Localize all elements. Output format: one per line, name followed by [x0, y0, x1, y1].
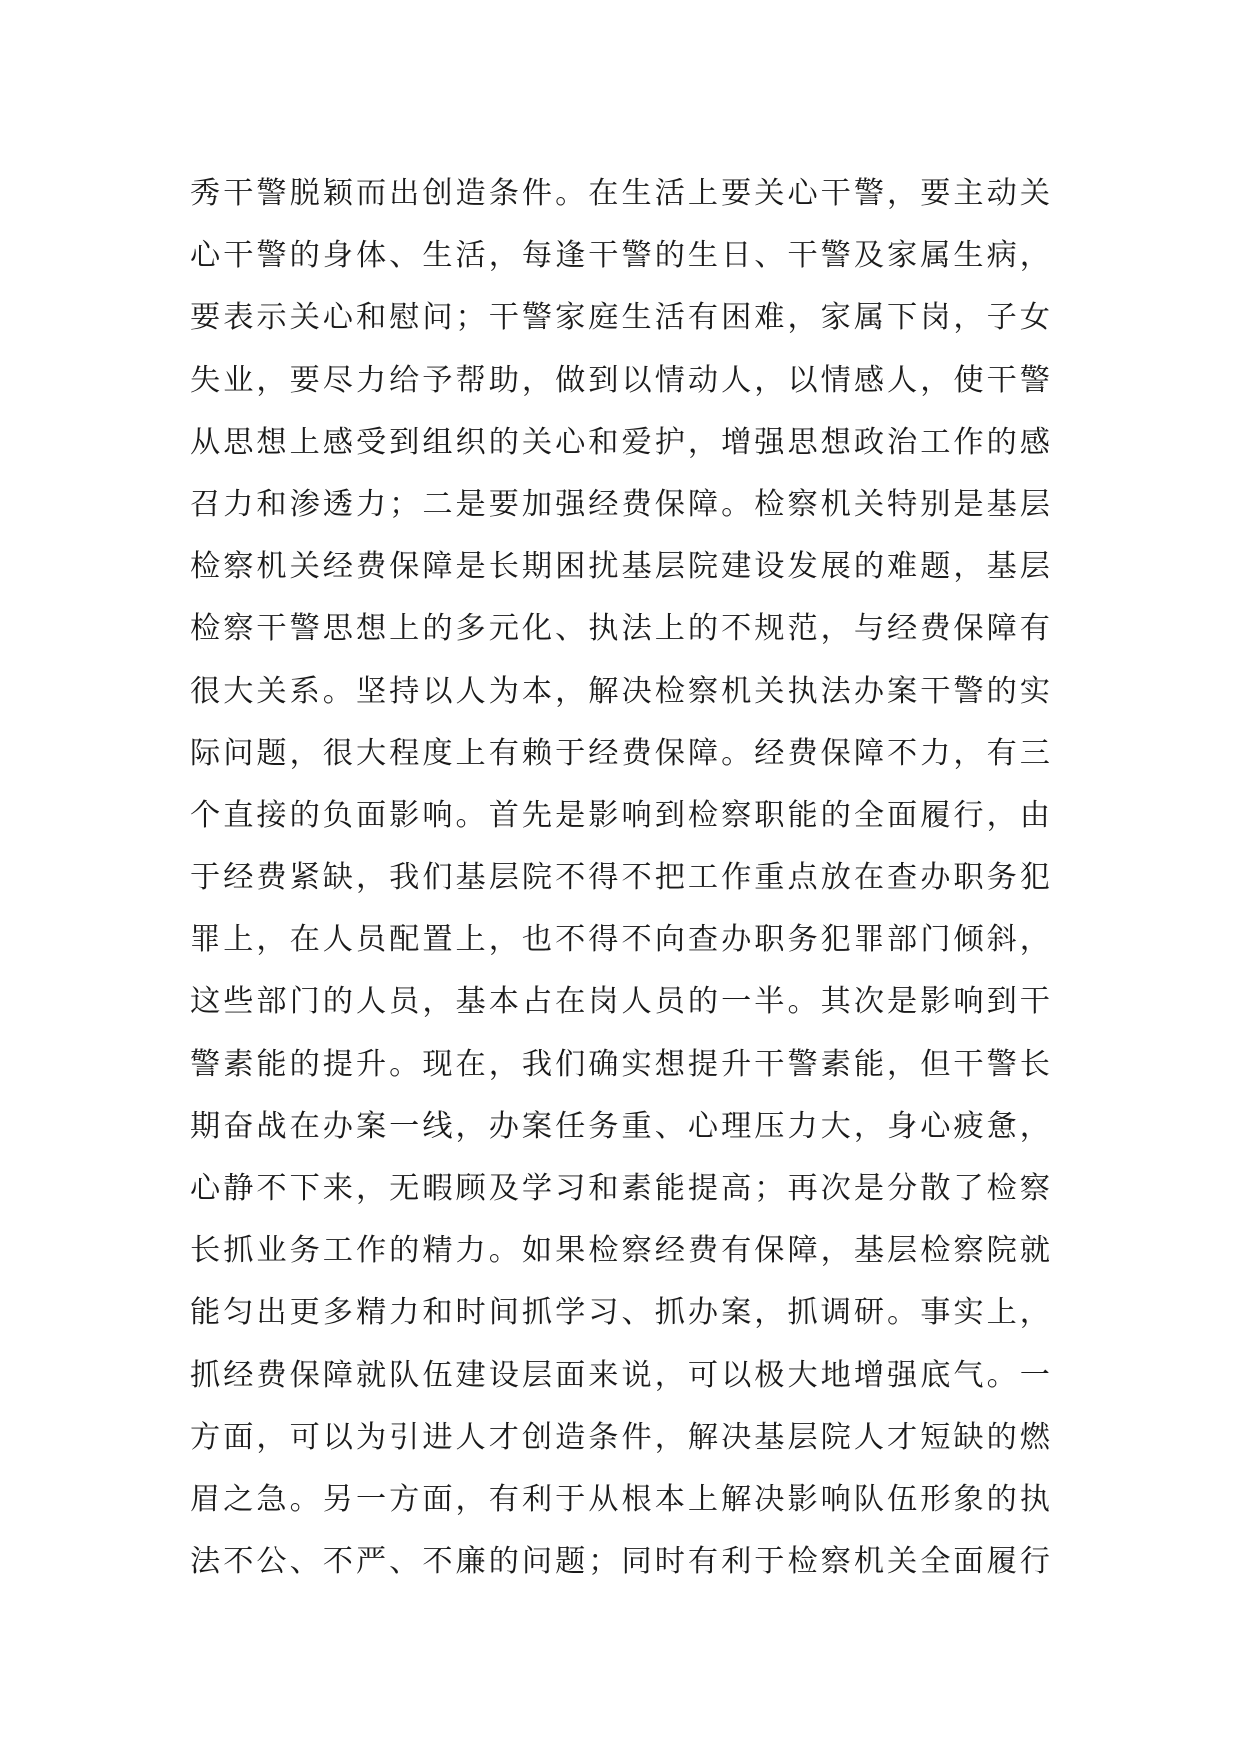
- text-line: 长抓业务工作的精力。如果检察经费有保障，基层检察院就: [190, 1233, 1050, 1269]
- text-line: 于经费紧缺，我们基层院不得不把工作重点放在查办职务犯: [190, 860, 1050, 896]
- text-line: 要表示关心和慰问；干警家庭生活有困难，家属下岗，子女: [190, 300, 1050, 336]
- text-line: 心干警的身体、生活，每逢干警的生日、干警及家属生病，: [190, 238, 1050, 274]
- text-line: 个直接的负面影响。首先是影响到检察职能的全面履行，由: [190, 797, 1050, 833]
- text-line: 期奋战在办案一线，办案任务重、心理压力大，身心疲惫，: [190, 1108, 1050, 1144]
- text-line: 失业，要尽力给予帮助，做到以情动人，以情感人，使干警: [190, 362, 1050, 398]
- text-line: 眉之急。另一方面，有利于从根本上解决影响队伍形象的执: [190, 1481, 1050, 1517]
- text-line: 这些部门的人员，基本占在岗人员的一半。其次是影响到干: [190, 984, 1050, 1020]
- text-line: 方面，可以为引进人才创造条件，解决基层院人才短缺的燃: [190, 1419, 1050, 1455]
- body-text: [190, 163, 1050, 1593]
- text-line: 心静不下来，无暇顾及学习和素能提高；再次是分散了检察: [190, 1171, 1050, 1206]
- text-line: 召力和渗透力；二是要加强经费保障。检察机关特别是基层: [190, 486, 1050, 522]
- text-line: 很大关系。坚持以人为本，解决检察机关执法办案干警的实: [190, 673, 1050, 709]
- text-line: 罪上，在人员配置上，也不得不向查办职务犯罪部门倾斜，: [190, 922, 1050, 958]
- text-line: 从思想上感受到组织的关心和爱护，增强思想政治工作的感: [190, 424, 1050, 460]
- text-line: 警素能的提升。现在，我们确实想提升干警素能，但干警长: [190, 1046, 1050, 1082]
- text-line: 检察机关经费保障是长期困扰基层院建设发展的难题，基层: [190, 549, 1050, 585]
- text-line: 秀干警脱颖而出创造条件。在生活上要关心干警，要主动关: [190, 176, 1050, 211]
- text-line: 际问题，很大程度上有赖于经费保障。经费保障不力，有三: [190, 735, 1050, 771]
- text-line: 法不公、不严、不廉的问题；同时有利于检察机关全面履行: [190, 1544, 1050, 1580]
- text-line: 检察干警思想上的多元化、执法上的不规范，与经费保障有: [190, 611, 1050, 647]
- text-line: 抓经费保障就队伍建设层面来说，可以极大地增强底气。一: [190, 1357, 1050, 1393]
- text-line: 能匀出更多精力和时间抓学习、抓办案，抓调研。事实上，: [190, 1295, 1050, 1331]
